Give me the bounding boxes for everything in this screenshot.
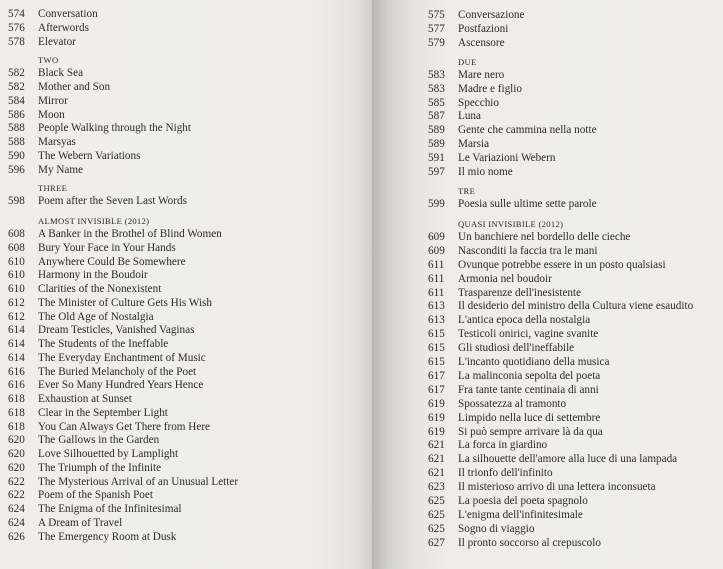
entry-title: Il mio nome xyxy=(458,166,513,179)
toc-entry xyxy=(428,398,693,412)
entry-title: The Everyday Enchantment of Music xyxy=(38,351,206,364)
entry-title: You Can Always Get There from Here xyxy=(38,420,211,433)
toc-entry xyxy=(428,198,693,212)
page-number: 614 xyxy=(8,351,25,364)
section-heading: THREE xyxy=(38,183,68,194)
page-number: 615 xyxy=(428,342,445,355)
toc-entry xyxy=(8,531,238,545)
entry-title: Mare nero xyxy=(458,68,505,81)
toc-entry xyxy=(428,300,693,314)
page-number: 613 xyxy=(428,300,445,313)
entry-title: A Dream of Travel xyxy=(38,516,123,529)
page-number: 620 xyxy=(8,461,25,474)
page-number: 621 xyxy=(428,467,445,480)
toc-entry xyxy=(8,448,238,462)
entry-title: Poesia sulle ultime sette parole xyxy=(458,197,597,210)
page-number: 608 xyxy=(8,241,25,254)
page-number: 582 xyxy=(8,81,25,93)
entry-title: Gente che cammina nella notte xyxy=(458,124,597,137)
entry-title: Poem of the Spanish Poet xyxy=(38,489,153,502)
toc-entry xyxy=(8,36,238,50)
toc-entry xyxy=(8,476,238,490)
toc-entry xyxy=(428,37,693,51)
toc-entry xyxy=(8,503,238,517)
entry-title: Dream Testicles, Vanished Vaginas xyxy=(38,324,195,337)
entry-title: Elevator xyxy=(38,35,76,48)
entry-title: The Students of the Ineffable xyxy=(38,338,169,350)
entry-title: Marsyas xyxy=(38,136,76,148)
toc-entry xyxy=(428,537,693,551)
toc-entry xyxy=(428,259,693,273)
toc-entry xyxy=(428,481,693,495)
toc-entry xyxy=(428,342,693,356)
page-number: 609 xyxy=(428,230,445,243)
toc-entry xyxy=(8,164,238,178)
page-number: 610 xyxy=(8,269,25,282)
page-number: 621 xyxy=(428,453,445,466)
toc-entry xyxy=(428,231,693,245)
page-number: 575 xyxy=(428,9,445,21)
page-number: 591 xyxy=(428,152,445,165)
toc-entry xyxy=(8,517,238,531)
page-number: 574 xyxy=(8,8,25,20)
page-number: 616 xyxy=(8,379,25,392)
page-number: 614 xyxy=(8,338,25,350)
toc-entry xyxy=(8,297,238,311)
page-number: 588 xyxy=(8,136,25,148)
page-number: 615 xyxy=(428,356,445,369)
page-number: 620 xyxy=(8,434,25,447)
section-heading: ALMOST INVISIBLE (2012) xyxy=(38,216,150,226)
entry-title: La forca in giardino xyxy=(458,439,548,452)
page-number: 622 xyxy=(8,475,25,488)
entry-title: Specchio xyxy=(458,96,500,109)
toc-entry xyxy=(428,166,693,180)
entry-title: Il trionfo dell'infinito xyxy=(458,467,553,480)
entry-title: Limpido nella luce di settembre xyxy=(458,411,601,424)
section-heading: DUE xyxy=(458,56,477,67)
page-number: 622 xyxy=(8,489,25,502)
toc-entry xyxy=(8,324,238,338)
section-heading: TWO xyxy=(38,55,59,66)
toc-entry xyxy=(428,245,693,259)
entry-title: Afterwords xyxy=(38,21,89,34)
entry-title: Fra tante tante centinaia di anni xyxy=(458,383,599,396)
toc-entry xyxy=(428,97,693,111)
toc-entry xyxy=(8,283,238,297)
entry-title: Nasconditi la faccia tra le mani xyxy=(458,244,598,257)
toc-entry xyxy=(428,509,693,523)
toc-entry xyxy=(428,314,693,328)
toc-entry xyxy=(8,81,238,95)
toc-entry xyxy=(8,434,238,448)
section-heading: QUASI INVISIBILE (2012) xyxy=(458,218,564,229)
toc-entry xyxy=(8,256,238,270)
entry-title: L'antica epoca della nostalgia xyxy=(458,314,591,327)
page-number: 625 xyxy=(428,522,445,535)
page-number: 582 xyxy=(8,67,25,80)
entry-title: Testicoli onirici, vagine svanite xyxy=(458,328,599,341)
entry-title: My Name xyxy=(38,163,84,176)
entry-title: L'enigma dell'infinitesimale xyxy=(458,509,583,521)
toc-entry xyxy=(428,83,693,97)
page-number: 586 xyxy=(8,108,25,121)
section-heading: TRE xyxy=(458,185,476,196)
page-number: 627 xyxy=(428,536,445,549)
entry-title: Conversazione xyxy=(458,9,525,21)
page-number: 614 xyxy=(8,324,25,337)
toc-italian xyxy=(428,9,693,551)
page-number: 618 xyxy=(8,420,25,433)
entry-title: The Old Age of Nostalgia xyxy=(38,310,154,323)
page-number: 619 xyxy=(428,425,445,438)
entry-title: Bury Your Face in Your Hands xyxy=(38,241,176,254)
page-number: 588 xyxy=(8,122,25,135)
toc-entry xyxy=(428,23,693,37)
entry-title: Gli studiosi dell'ineffabile xyxy=(458,342,575,355)
page-number: 612 xyxy=(8,310,25,323)
page-number: 619 xyxy=(428,397,445,410)
entry-title: Trasparenze dell'inesistente xyxy=(458,286,582,299)
toc-entry xyxy=(8,407,238,421)
entry-title: The Triumph of the Infinite xyxy=(38,461,162,474)
toc-entry xyxy=(428,124,693,138)
page-number: 611 xyxy=(428,286,445,299)
entry-title: The Minister of Culture Gets His Wish xyxy=(38,296,212,309)
toc-entry xyxy=(428,370,693,384)
toc-entry xyxy=(8,366,238,380)
entry-title: La silhouette dell'amore alla luce di una lampada xyxy=(458,453,678,466)
page-number: 596 xyxy=(8,163,25,176)
page-number: 590 xyxy=(8,149,25,162)
entry-title: A Banker in the Brothel of Blind Women xyxy=(38,228,222,240)
toc-entry xyxy=(8,269,238,283)
page-number: 589 xyxy=(428,138,445,151)
entry-title: Mother and Son xyxy=(38,81,111,93)
entry-title: La poesia del poeta spagnolo xyxy=(458,495,588,508)
toc-entry xyxy=(8,109,238,123)
page-number: 617 xyxy=(428,383,445,396)
entry-title: Harmony in the Boudoir xyxy=(38,269,148,282)
page-number: 624 xyxy=(8,516,25,529)
entry-title: Poem after the Seven Last Words xyxy=(38,195,187,208)
entry-title: People Walking through the Night xyxy=(38,122,192,135)
toc-entry xyxy=(428,69,693,83)
toc-entry xyxy=(8,122,238,136)
entry-title: Love Silhouetted by Lamplight xyxy=(38,448,179,460)
page-number: 579 xyxy=(428,36,445,49)
toc-entry xyxy=(8,393,238,407)
entry-title: Ascensore xyxy=(458,36,505,49)
page-number: 612 xyxy=(8,296,25,309)
toc-entry xyxy=(8,489,238,503)
entry-title: Moon xyxy=(38,108,65,121)
entry-title: The Buried Melancholy of the Poet xyxy=(38,365,197,378)
page-number: 616 xyxy=(8,365,25,378)
toc-entry xyxy=(8,462,238,476)
toc-entry xyxy=(8,228,238,242)
page-number: 587 xyxy=(428,110,445,123)
entry-title: Luna xyxy=(458,110,481,123)
toc-entry xyxy=(428,467,693,481)
entry-title: Postfazioni xyxy=(458,22,509,35)
entry-title: Il pronto soccorso al crepuscolo xyxy=(458,536,601,549)
entry-title: Clear in the September Light xyxy=(38,406,168,419)
entry-title: The Gallows in the Garden xyxy=(38,434,160,447)
entry-title: Spossatezza al tramonto xyxy=(458,397,567,410)
toc-entry xyxy=(8,8,238,22)
page-number: 599 xyxy=(428,197,445,210)
toc-entry xyxy=(428,439,693,453)
toc-entry xyxy=(428,328,693,342)
entry-title: Conversation xyxy=(38,8,98,20)
entry-title: Sogno di viaggio xyxy=(458,522,535,535)
page-number: 589 xyxy=(428,124,445,137)
entry-title: Madre e figlio xyxy=(458,82,522,95)
entry-title: Exhaustion at Sunset xyxy=(38,393,132,405)
toc-entry xyxy=(428,412,693,426)
toc-entry xyxy=(428,110,693,124)
page-number: 609 xyxy=(428,244,445,257)
toc-entry xyxy=(428,9,693,23)
toc-entry xyxy=(8,242,238,256)
page-number: 584 xyxy=(8,94,25,107)
entry-title: Ever So Many Hundred Years Hence xyxy=(38,379,204,392)
entry-title: Si può sempre arrivare là da qua xyxy=(458,425,603,438)
toc-entry xyxy=(8,352,238,366)
page-number: 619 xyxy=(428,411,445,424)
page-number: 624 xyxy=(8,503,25,515)
page-number: 610 xyxy=(8,283,25,295)
toc-entry xyxy=(428,356,693,370)
toc-entry xyxy=(8,379,238,393)
page-number: 620 xyxy=(8,448,25,460)
page-number: 577 xyxy=(428,22,445,35)
page-number: 585 xyxy=(428,96,445,109)
page-number: 623 xyxy=(428,481,445,494)
toc-entry xyxy=(428,495,693,509)
toc-entry xyxy=(8,67,238,81)
toc-entry xyxy=(428,384,693,398)
page-number: 608 xyxy=(8,228,25,240)
entry-title: Il misterioso arrivo di una lettera inconsueta xyxy=(458,481,656,494)
page-number: 611 xyxy=(428,272,445,285)
page-number: 626 xyxy=(8,530,25,543)
entry-title: The Enigma of the Infinitesimal xyxy=(38,503,182,515)
toc-entry xyxy=(428,426,693,440)
toc-entry xyxy=(8,421,238,435)
page-number: 583 xyxy=(428,68,445,81)
toc-entry xyxy=(8,311,238,325)
toc-english xyxy=(8,8,238,544)
right-page xyxy=(372,0,723,569)
entry-title: Anywhere Could Be Somewhere xyxy=(38,255,186,268)
entry-title: The Emergency Room at Dusk xyxy=(38,530,177,543)
toc-entry xyxy=(428,152,693,166)
toc-entry xyxy=(8,195,238,209)
page-number: 597 xyxy=(428,166,445,179)
entry-title: La malinconia sepolta del poeta xyxy=(458,369,601,382)
page-number: 618 xyxy=(8,406,25,419)
page-number: 625 xyxy=(428,495,445,508)
toc-entry xyxy=(8,338,238,352)
toc-entry xyxy=(428,523,693,537)
page-number: 625 xyxy=(428,509,445,521)
toc-entry xyxy=(428,273,693,287)
toc-entry xyxy=(428,453,693,467)
page-number: 576 xyxy=(8,21,25,34)
entry-title: Il desiderio del ministro della Cultura viene esaudito xyxy=(458,300,694,313)
page-number: 621 xyxy=(428,439,445,452)
page-number: 578 xyxy=(8,35,25,48)
toc-entry xyxy=(8,22,238,36)
page-number: 617 xyxy=(428,369,445,382)
entry-title: The Webern Variations xyxy=(38,149,141,162)
page-number: 610 xyxy=(8,255,25,268)
toc-entry xyxy=(8,95,238,109)
entry-title: Marsia xyxy=(458,138,490,151)
entry-title: L'incanto quotidiano della musica xyxy=(458,356,610,369)
page-number: 615 xyxy=(428,328,445,341)
page-number: 613 xyxy=(428,314,445,327)
toc-entry xyxy=(428,287,693,301)
entry-title: Clarities of the Nonexistent xyxy=(38,283,162,295)
entry-title: The Mysterious Arrival of an Unusual Letter xyxy=(38,475,239,488)
page-number: 618 xyxy=(8,393,25,405)
toc-entry xyxy=(8,136,238,150)
page-number: 598 xyxy=(8,195,25,208)
entry-title: Black Sea xyxy=(38,67,84,80)
entry-title: Armonia nel boudoir xyxy=(458,272,552,285)
page-number: 611 xyxy=(428,258,445,271)
page-number: 583 xyxy=(428,82,445,95)
entry-title: Ovunque potrebbe essere in un posto qualsiasi xyxy=(458,258,666,271)
entry-title: Mirror xyxy=(38,94,68,107)
toc-entry xyxy=(8,150,238,164)
entry-title: Le Variazioni Webern xyxy=(458,152,556,165)
entry-title: Un banchiere nel bordello delle cieche xyxy=(458,230,631,243)
toc-entry xyxy=(428,138,693,152)
